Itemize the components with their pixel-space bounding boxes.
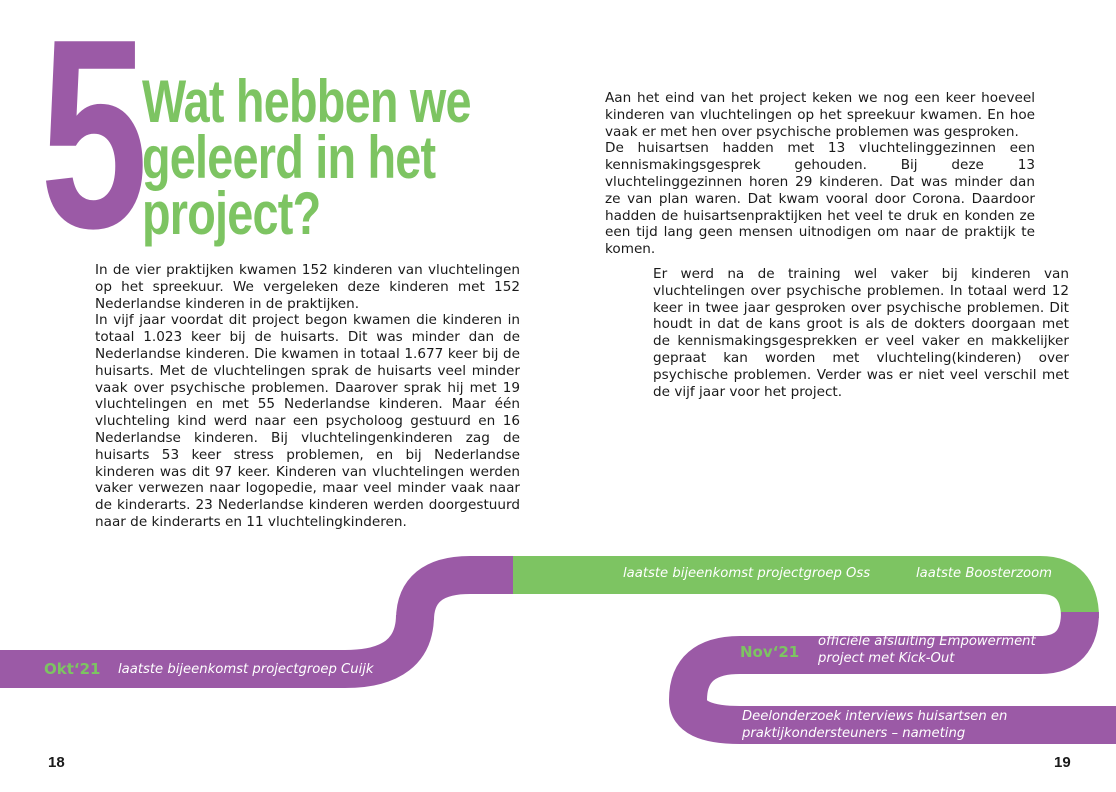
timeline-event-nov-line-1: officiële afsluiting Empowerment [818,634,1036,649]
timeline-event-final-line-2: praktijkondersteuners – nameting [742,726,966,741]
timeline-date-okt: Okt‘21 [44,660,101,678]
page-number-right: 19 [1054,754,1071,771]
right-indented-text [653,266,1069,400]
timeline-band-left [0,575,515,669]
left-paragraph-1: In de vier praktijken kwamen 152 kinderen van vluchtelingen op het spreekuur. We vergeleken deze kinderen met 152 Nederlandse kinderen in de praktijken. [95,262,520,312]
chapter-title-line-3: project? [142,180,321,247]
right-paragraph-3: Er werd na de training wel vaker bij kinderen van vluchtelingen over psychische problemen. In totaal werd 12 keer in twee jaar gesproken over psychische problemen. Dit houdt in dat de kans groot is als de dokters doorgaan met de kennismakingsgesprekken er veel vaker en makkelijker gepraat kan worden met vluchteling(kinderen) over psychische problemen. Verder was er niet veel verschil met de vijf jaar voor het project. [653,266,1069,400]
left-paragraph-2: In vijf jaar voordat dit project begon kwamen die kinderen in totaal 1.023 keer bij de huisarts. Dit was minder dan de Nederlandse kinderen. Die kwamen in totaal 1.677 keer bij de huisarts. Met de vluchtelingen sprak de huisarts veel minder vaak over psychische problemen. Daarover sprak hij met 19 vluchtelingen en met 55 Nederlandse kinderen. Maar één vluchteling kind werd naar een psycholoog gestuurd en 16 Nederlandse kinderen. Bij vluchtelingenkinderen zag de huisarts 53 keer stress problemen, en bij Nederlandse kinderen was dit 97 keer. Kinderen van vluchtelingen werden vaker verwezen naar logopedie, maar veel minder vaak naar de kinderarts. 23 Nederlandse kinderen werden doorgestuurd naar de kinderarts en 11 vluchtelingkinderen. [95,312,520,530]
timeline-event-nov-line-2: project met Kick-Out [818,651,955,666]
timeline-event-final-line-1: Deelonderzoek interviews huisartsen en [742,709,1008,724]
right-paragraph-1: Aan het eind van het project keken we nog een keer hoeveel kinderen van vluchtelingen op het spreekuur kwamen. En hoe vaak er met hen over psychische problemen was gesproken. [605,90,1035,140]
timeline-date-nov: Nov‘21 [740,643,800,661]
right-paragraph-2: De huisartsen hadden met 13 vluchtelinggezinnen een kennismakingsgesprek gehouden. Bij deze 13 vluchtelinggezinnen horen 29 kinderen. Dat was minder dan ze van plan waren. Dat kwam vooral door Corona. Daardoor hadden de huisartsenpraktijken het veel te druk en konden ze een tijd lang geen mensen uitnodigen om naar de praktijk te komen. [605,140,1035,258]
chapter-number: 5 [40,0,146,285]
left-body-text [95,262,520,531]
timeline-event-okt: laatste bijeenkomst projectgroep Cuijk [118,662,374,677]
timeline-event-boosterzoom: laatste Boosterzoom [916,566,1053,581]
page-number-left: 18 [48,754,65,771]
chapter-title-line-2: geleerd in het [142,124,436,191]
timeline-event-oss: laatste bijeenkomst projectgroep Oss [623,566,871,581]
right-body-text [605,90,1035,258]
chapter-title [142,68,471,247]
chapter-title-line-1: Wat hebben we [142,68,471,135]
